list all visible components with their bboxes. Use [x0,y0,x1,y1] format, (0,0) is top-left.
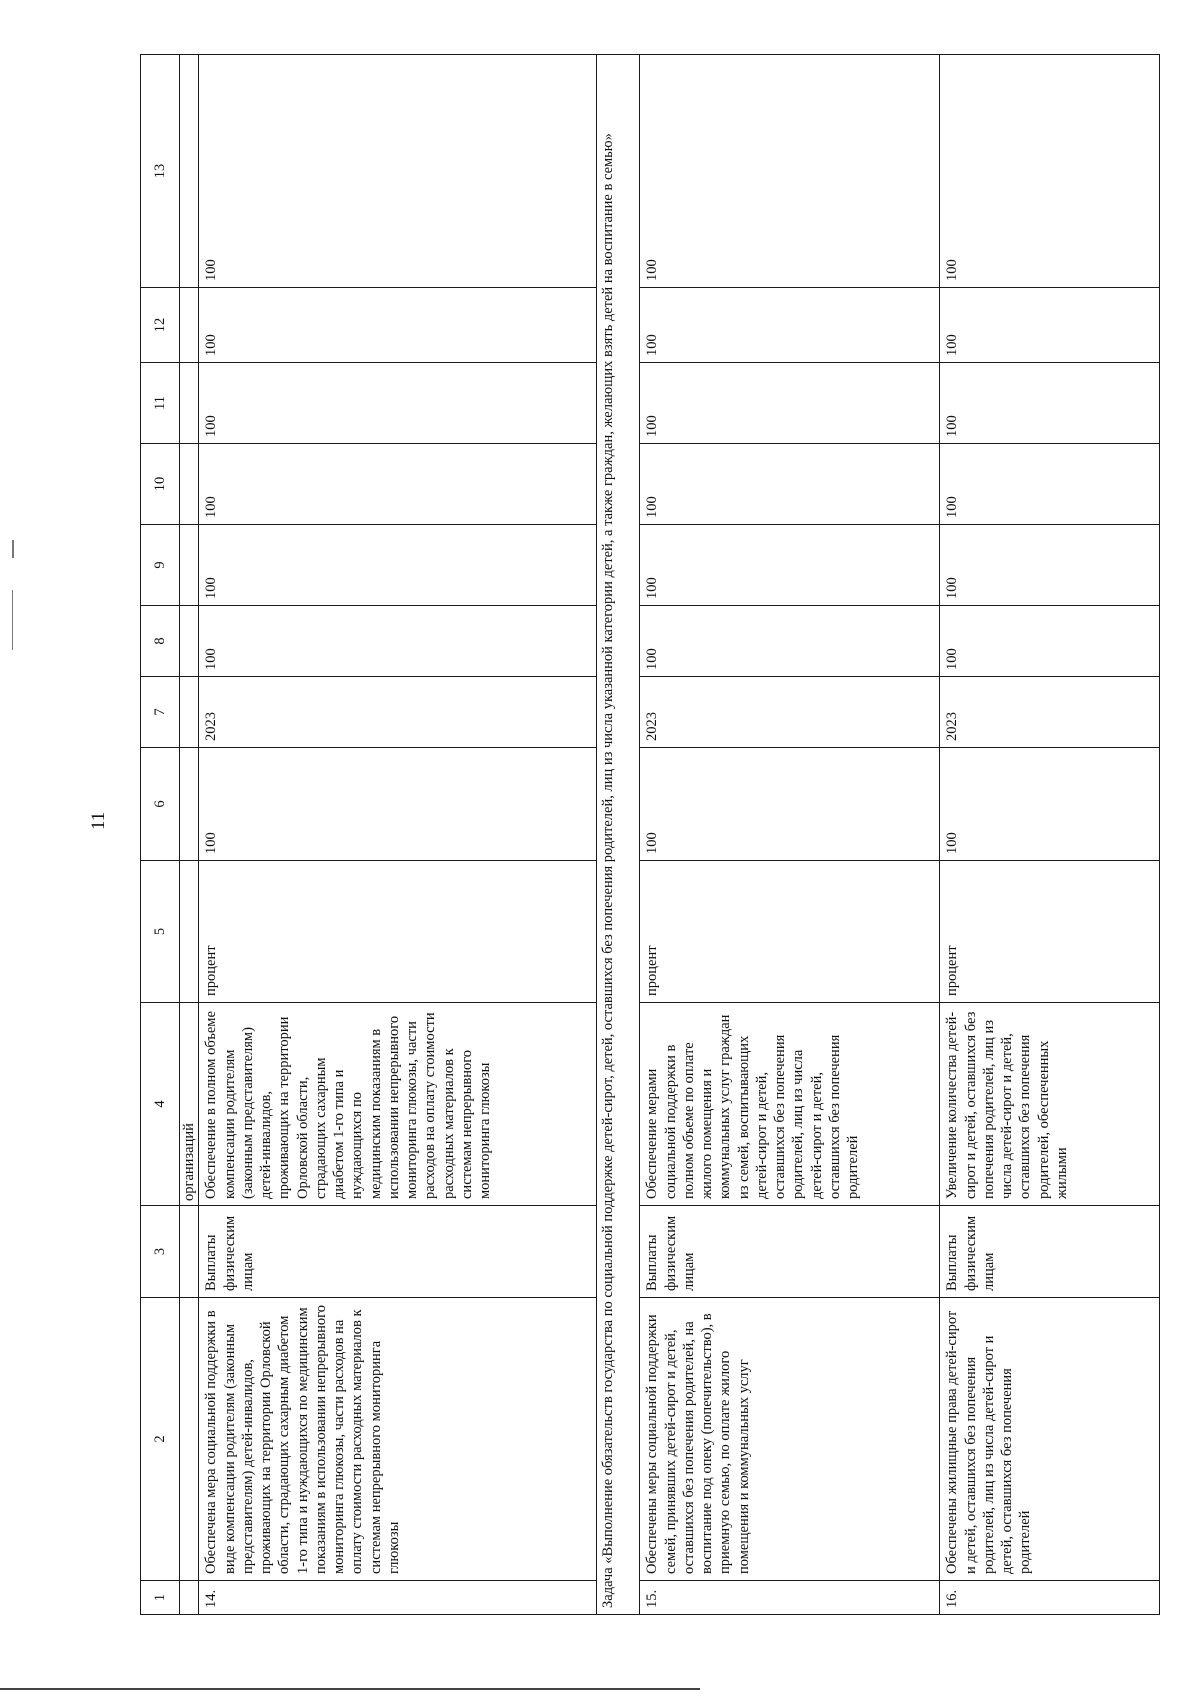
value-cell: 100 [199,288,597,363]
task-row [597,55,640,1615]
indicator-cell: Увеличение количества детей-сирот и детей, оставшихся без попечения родителей, лиц из числа детей-сирот и детей, оставшихся без попечения родителей, обеспеченных жилыми [940,1003,1160,1206]
value-cell: 100 [640,55,940,288]
value-cell: 100 [940,288,1160,363]
indicators-table [140,54,1160,1615]
scan-mark [12,540,14,558]
value-cell: 100 [940,55,1160,288]
value-cell: 100 [640,288,940,363]
result-cell: Обеспечены жилищные права детей-сирот и детей, оставшихся без попечения родителей, лиц из числа детей-сирот и детей, оставшихся без попечения родителей [940,1298,1160,1581]
indicator-cell: Обеспечение мерами социальной поддержки в полном объеме по оплате жилого помещения и коммунальных услуг граждан из семей, воспитывающих детей-сирот и детей, оставшихся без попечения родителей, лиц из числа детей-сирот и детей, оставшихся без попечения родителей [640,1003,940,1206]
value-cell: 100 [940,606,1160,677]
row-number: 14. [199,1581,597,1615]
value-cell: 100 [199,606,597,677]
header-cell: 3 [141,1206,180,1298]
value-cell: 100 [640,525,940,606]
type-cell: Выплаты физическим лицам [199,1206,597,1298]
header-row [141,55,180,1615]
value-cell: 100 [199,363,597,444]
table-row [199,55,597,1615]
unit-cell: процент [199,861,597,1003]
continuation-text: организаций [180,1003,199,1206]
scan-mark [0,1688,700,1690]
header-cell: 9 [141,525,180,606]
result-cell: Обеспечена мера социальной поддержки в виде компенсации родителям (законным представителям) детей-инвалидов, проживающих на территории Орловской области, страдающих сахарным диабетом 1-го типа и нуждающихся по медицинским показаниям в использовании непрерывного мониторинга глюкозы, части расходов на оплату стоимости расходных материалов к системам непрерывного мониторинга глюкозы [199,1298,597,1581]
page-number: 11 [88,811,109,830]
unit-cell: процент [640,861,940,1003]
row-number: 16. [940,1581,1160,1615]
value-cell: 100 [640,606,940,677]
indicator-cell: Обеспечение в полном объеме компенсации родителям (законным представителям) детей-инвалидов, проживающих на территории Орловской области, страдающих сахарным диабетом 1-го типа и нуждающихся по медицинским показаниям в использовании непрерывного мониторинга глюкозы, части расходов на оплату стоимости расходных материалов к системам непрерывного мониторинга глюкозы [199,1003,597,1206]
value-cell: 100 [940,525,1160,606]
value-cell: 100 [640,363,940,444]
table-row [640,55,940,1615]
rotated-table-wrapper [140,55,1160,1615]
value-cell: 100 [940,363,1160,444]
base-year-cell: 2023 [199,677,597,748]
header-cell: 5 [141,861,180,1003]
scan-mark [12,590,13,650]
value-cell: 100 [940,444,1160,525]
task-text: Задача «Выполнение обязательств государства по социальной поддержке детей-сирот, детей, оставшихся без попечения родителей, лиц из числа указанной категории детей, а также граждан, желающих взять детей на воспитание в семью» [597,55,640,1615]
header-cell: 11 [141,363,180,444]
value-cell: 100 [199,55,597,288]
base-value-cell: 100 [940,748,1160,861]
row-number: 15. [640,1581,940,1615]
base-year-cell: 2023 [940,677,1160,748]
value-cell: 100 [199,525,597,606]
type-cell: Выплаты физическим лицам [640,1206,940,1298]
base-value-cell: 100 [640,748,940,861]
continuation-row [180,55,199,1615]
table-row [940,55,1160,1615]
header-cell: 13 [141,55,180,288]
type-cell: Выплаты физическим лицам [940,1206,1160,1298]
header-cell: 6 [141,748,180,861]
header-cell: 7 [141,677,180,748]
result-cell: Обеспечены меры социальной поддержки семей, принявших детей-сирот и детей, оставшихся без попечения родителей, на воспитание под опеку (попечительство), в приемную семью, по оплате жилого помещения и коммунальных услуг [640,1298,940,1581]
header-cell: 10 [141,444,180,525]
header-cell: 4 [141,1003,180,1206]
header-cell: 12 [141,288,180,363]
value-cell: 100 [199,444,597,525]
base-value-cell: 100 [199,748,597,861]
value-cell: 100 [640,444,940,525]
base-year-cell: 2023 [640,677,940,748]
header-cell: 1 [141,1581,180,1615]
unit-cell: процент [940,861,1160,1003]
header-cell: 8 [141,606,180,677]
header-cell: 2 [141,1298,180,1581]
